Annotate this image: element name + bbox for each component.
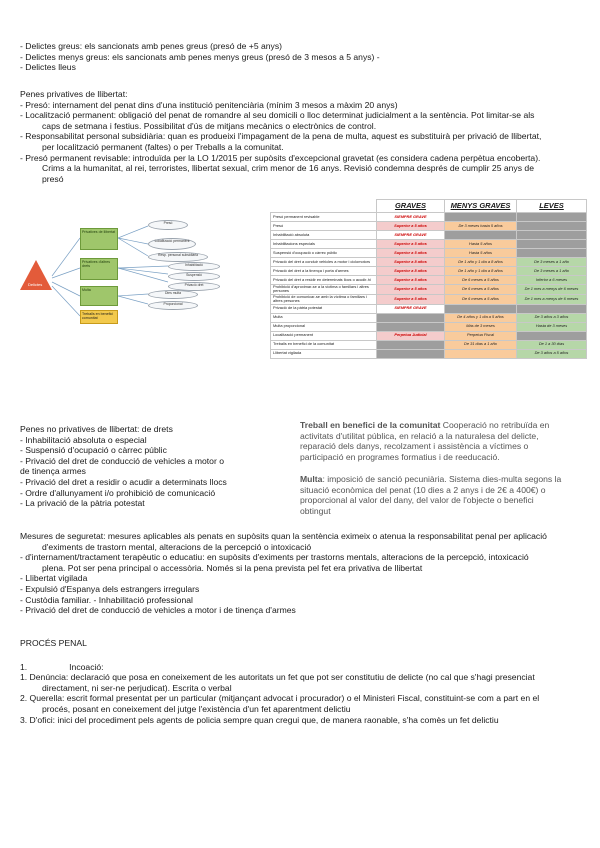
table-cell: Superior a 5 años bbox=[377, 222, 445, 231]
block-text: proporcional al valor del dany, del valor de l'objecte o benefici bbox=[300, 495, 534, 506]
list-item-cont: directament, ni ser-ne perjudicat). Escrita o verbal bbox=[42, 682, 232, 693]
table-cell bbox=[517, 331, 587, 340]
table-row bbox=[271, 304, 587, 313]
root-label: Delictes bbox=[28, 282, 43, 287]
list-item: - Llibertat vigilada bbox=[20, 573, 88, 584]
list-item: - Privació del dret de conducció de vehicles a motor i de tinença d'armes bbox=[20, 605, 296, 616]
block-text: situació econòmica del penat (10 dies a 2 anys i de 2€ a 400€) o bbox=[300, 484, 546, 495]
table-cell: Superior a 8 años bbox=[377, 258, 445, 267]
table-cell bbox=[517, 249, 587, 258]
table-row bbox=[271, 285, 587, 295]
branch-box: Privatives d'altres drets bbox=[80, 258, 118, 280]
table-cell bbox=[445, 304, 517, 313]
branch-box: Privatives de llibertat bbox=[80, 228, 118, 250]
table-cell: De 3 años a 3 años bbox=[517, 313, 587, 322]
list-item: 3. D'ofici: inici del procediment pels agents de policia sempre quan cregui que, de manera raonable, s'ha comès un fet delictiu bbox=[20, 714, 499, 725]
list-item: - Privació del dret a residir o acudir a determinats llocs bbox=[20, 476, 227, 487]
table-cell: Presó permanent revisable bbox=[271, 213, 377, 222]
list-item: Mesures de seguretat: mesures aplicables als penats en supòsits quan la sentència eximeix o atenua la responsabilitat penal per aplicació bbox=[20, 531, 547, 541]
table-cell: Superior a 5 años bbox=[377, 240, 445, 249]
table-cell: Localització permanent bbox=[271, 331, 377, 340]
block-text: participació en programes formatius i de reeducació. bbox=[300, 451, 500, 462]
list-item: de tinença armes bbox=[20, 466, 86, 477]
table-cell bbox=[445, 349, 517, 358]
table-row bbox=[271, 222, 587, 231]
section-heading: Penes no privatives de llibertat: de drets bbox=[20, 424, 173, 434]
list-item: - Presó permanent revisable: introduïda per la LO 1/2015 per supòsits d'excepcional gravetat (es considera cadena perpètua encoberta). bbox=[20, 152, 541, 163]
table-cell: Multa bbox=[271, 313, 377, 322]
list-item: - Inhabilitació absoluta o especial bbox=[20, 434, 147, 445]
list-item: 1. Denúncia: declaració que posa en coneixement de les autoritats un fet que pot ser constitutiu de delicte (no cal que s'hagi presenciat bbox=[20, 672, 535, 683]
diagram-node: Suspensió bbox=[168, 272, 220, 281]
branch-box: Treballs en benefici comunitat bbox=[80, 310, 118, 324]
table-cell: SIEMPRE GRAVE bbox=[377, 231, 445, 240]
diagram-node: Privació dret bbox=[168, 282, 220, 291]
list-item: - Delictes greus: els sancionats amb penes greus (presó de +5 anys) bbox=[20, 41, 283, 51]
table-cell: Prohibició d'aproximar-se a la víctima o familiars i altres persones bbox=[271, 285, 377, 295]
privative-penalties-section bbox=[20, 89, 586, 184]
list-item: - Delictes menys greus: els sancionats amb penes menys greus (presó de 3 mesos a 5 anys) - bbox=[20, 51, 380, 62]
list-item: - Custòdia familiar. - Inhabilitació professional bbox=[20, 594, 193, 605]
list-item: 2. Querella: escrit formal presentat per un particular (mitjançant advocat i procurador) o el Ministeri Fiscal, constituint-se com a part en el bbox=[20, 693, 540, 704]
table-cell: Treballs en benefici de la comunitat bbox=[271, 340, 377, 349]
table-row bbox=[271, 294, 587, 304]
table-cell: Privació del dret a la tinença i porta d'armes bbox=[271, 267, 377, 276]
diagram-node: Inhabilitació bbox=[168, 262, 220, 271]
penalty-severity-table bbox=[270, 199, 587, 359]
section-heading: PROCÉS PENAL bbox=[20, 638, 87, 648]
diagram-node: Dies multa bbox=[148, 290, 198, 299]
table-cell: De 3 meses a 1 año bbox=[517, 267, 587, 276]
table-cell: De 6 meses a 5 años bbox=[445, 276, 517, 285]
table-cell: Inferior a 6 meses bbox=[517, 276, 587, 285]
table-cell: De 1 a 30 días bbox=[517, 340, 587, 349]
table-cell: Superior a 5 años bbox=[377, 285, 445, 295]
table-row bbox=[271, 249, 587, 258]
list-item: - Delictes lleus bbox=[20, 62, 76, 73]
table-cell: De 3 años a 5 años bbox=[517, 349, 587, 358]
table-row bbox=[271, 331, 587, 340]
penalties-mindmap-diagram bbox=[18, 216, 268, 328]
table-cell: Perpetua Judicial bbox=[377, 331, 445, 340]
table-cell: Más de 3 meses bbox=[445, 322, 517, 331]
table-cell bbox=[517, 231, 587, 240]
table-row bbox=[271, 322, 587, 331]
table-cell bbox=[517, 304, 587, 313]
table-cell: De 6 meses a 5 años bbox=[445, 285, 517, 295]
criminal-process-section bbox=[20, 638, 586, 725]
table-header bbox=[271, 200, 377, 213]
list-item-cont: Crims a la humanitat, al rei, terroristes, llibertat sexual, crim menor de 16 anys. Revisió condemna després de cumplir 25 anys de bbox=[42, 163, 534, 174]
table-row bbox=[271, 267, 587, 276]
diagram-connectors bbox=[18, 216, 268, 328]
section-heading: Penes privatives de llibertat: bbox=[20, 89, 128, 99]
table-cell: De 31 días a 1 año bbox=[445, 340, 517, 349]
table-cell: Hasta 5 años bbox=[445, 240, 517, 249]
list-item-cont: d'eximents de trastorn mental, alteracions de la percepció o intoxicació bbox=[42, 541, 312, 552]
block-text: Cooperació no retribuïda en bbox=[440, 420, 550, 430]
table-cell: De 1 año y 1 día a 8 años bbox=[445, 267, 517, 276]
table-cell: Multa proporcional bbox=[271, 322, 377, 331]
list-item: - Ordre d'allunyament i/o prohibició de comunicació bbox=[20, 487, 216, 498]
table-cell bbox=[377, 340, 445, 349]
table-cell: De 1 mes a menys de 6 meses bbox=[517, 285, 587, 295]
diagram-node: Resp. personal subsidiària bbox=[148, 252, 208, 262]
block-text: activitats d'utilitat pública, en relació a la naturalesa del delicte, bbox=[300, 430, 539, 441]
diagram-node: Proporcional bbox=[148, 301, 198, 310]
table-cell: Perpetua Fiscal bbox=[445, 331, 517, 340]
list-item-cont: plena. Pot ser pena principal o accessòria. Només si la pena prevista pel fet era privativa de llibertat bbox=[42, 562, 423, 573]
list-item: - Privació del dret de conducció de vehicles a motor o bbox=[20, 455, 224, 466]
branch-box: Multa bbox=[80, 286, 118, 306]
list-item-cont: per localització permanent (faltes) o per Treballs a la comunitat. bbox=[42, 141, 284, 152]
table-row bbox=[271, 276, 587, 285]
block-title: Multa bbox=[300, 474, 323, 484]
table-row bbox=[271, 231, 587, 240]
list-item-cont: caps de setmana i festius. Possibilitat d'ús de mitjans mecànics o electrònics de control. bbox=[42, 120, 377, 131]
step-number: 1. bbox=[20, 661, 28, 672]
list-item: - Responsabilitat personal subsidiària: quan es produeixi l'impagament de la pena de multa, aquest es substituirà per privació de llibertat, bbox=[20, 131, 542, 142]
block-title: Treball en benefici de la comunitat bbox=[300, 420, 441, 430]
list-item: - La privació de la pàtria potestat bbox=[20, 498, 145, 509]
non-privative-penalties-section bbox=[20, 424, 290, 509]
table-cell: Privació del dret a residir en determinats llocs o acudir-hi bbox=[271, 276, 377, 285]
table-cell: SIEMPRE GRAVE bbox=[377, 304, 445, 313]
table-cell: Hasta de 3 meses bbox=[517, 322, 587, 331]
list-item-cont: procés, posant en coneixement del jutge l'existència d'un fet aparentment delictiu bbox=[42, 703, 351, 714]
table-cell: De 1 mes a menys de 6 meses bbox=[517, 294, 587, 304]
table-cell: Inhabilitació absoluta bbox=[271, 231, 377, 240]
table-cell: Superior a 8 años bbox=[377, 267, 445, 276]
table-cell: Superior a 5 años bbox=[377, 249, 445, 258]
table-cell: Llibertat vigilada bbox=[271, 349, 377, 358]
table-header: MENYS GRAVES bbox=[445, 200, 517, 213]
community-service-block bbox=[300, 420, 586, 462]
table-cell: De 1 año y 1 día a 8 años bbox=[445, 258, 517, 267]
diagram-node: Localització permanent bbox=[148, 238, 196, 250]
table-cell bbox=[377, 349, 445, 358]
offense-classification-list bbox=[20, 41, 586, 73]
diagram-node: Presó bbox=[148, 220, 188, 230]
table-cell bbox=[445, 213, 517, 222]
table-cell bbox=[517, 213, 587, 222]
table-cell bbox=[517, 222, 587, 231]
fine-block bbox=[300, 474, 586, 516]
list-item: - Localització permanent: obligació del penat de romandre al seu domicili o lloc determinat judicialment a la sentència. Pot limitar-se als bbox=[20, 110, 535, 121]
table-cell bbox=[377, 313, 445, 322]
table-cell: Suspensió d'ocupació o càrrec públic bbox=[271, 249, 377, 258]
table-cell: Superior a 5 años bbox=[377, 294, 445, 304]
table-cell: SIEMPRE GRAVE bbox=[377, 213, 445, 222]
table-row bbox=[271, 349, 587, 358]
block-text: : imposició de sanció pecuniària. Sistema dies-multa segons la bbox=[322, 474, 562, 484]
list-item: - Suspensió d'ocupació o càrrec públic bbox=[20, 445, 167, 456]
table-cell: Hasta 5 años bbox=[445, 249, 517, 258]
list-item-cont: presó bbox=[42, 173, 64, 184]
block-text: obtingut bbox=[300, 505, 331, 516]
table-cell bbox=[377, 322, 445, 331]
security-measures-section bbox=[20, 531, 586, 616]
table-cell: Superior a 5 años bbox=[377, 276, 445, 285]
table-cell bbox=[517, 240, 587, 249]
step-title: Incoació: bbox=[69, 661, 104, 672]
table-cell: De 3 meses a 1 año bbox=[517, 258, 587, 267]
table-row bbox=[271, 258, 587, 267]
block-text: reparació dels danys, recolzament i assistència a víctimes o bbox=[300, 441, 529, 452]
list-item: - Presó: internament del penat dins d'una institució penitenciària (mínim 3 mesos a màxim 20 anys) bbox=[20, 99, 398, 110]
table-cell: Privació de la pàtria potestat bbox=[271, 304, 377, 313]
table-cell bbox=[445, 231, 517, 240]
table-cell: De 3 meses hasta 5 años bbox=[445, 222, 517, 231]
table-row bbox=[271, 240, 587, 249]
list-item: - Expulsió d'Espanya dels estrangers irregulars bbox=[20, 583, 200, 594]
table-cell: De 6 meses a 5 años bbox=[445, 294, 517, 304]
table-row bbox=[271, 313, 587, 322]
table-cell: Prohibició de comunicar-se amb la víctima o familiars i altres persones bbox=[271, 294, 377, 304]
table-header: GRAVES bbox=[377, 200, 445, 213]
table-cell: Inhabilitacions especials bbox=[271, 240, 377, 249]
table-row bbox=[271, 340, 587, 349]
table-cell: Presó bbox=[271, 222, 377, 231]
table-header: LEVES bbox=[517, 200, 587, 213]
table-cell: Privació del dret a conduir vehicles a motor i ciclomotors bbox=[271, 258, 377, 267]
list-item: - d'internament/tractament terapèutic o educatiu: en supòsits d'eximents per trastorns mentals, alteracions de la percepció, intoxicació bbox=[20, 552, 529, 563]
table-cell: De 4 años y 1 día a 5 años bbox=[445, 313, 517, 322]
table-row bbox=[271, 213, 587, 222]
